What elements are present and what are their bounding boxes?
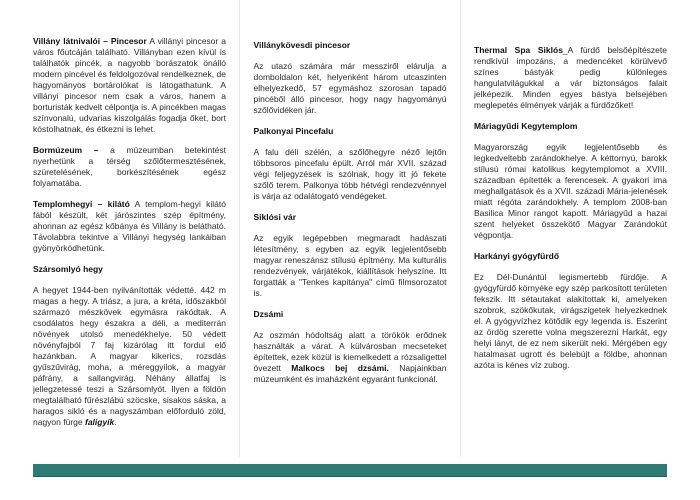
harkanyi-gyogyfurdo-heading: Harkányi gyógyfürdő bbox=[474, 251, 560, 261]
footer-accent-bar bbox=[33, 464, 667, 477]
dzsami-paragraph: Az oszmán hódoltság alatt a törökök erődnek használták a várat. A külvárosban mecseteket építettek, ezek közül is kiemelkedett a rózsaligettel övezett Malkocs bej dzsámi. Napjainkban múzeumként és imaházként egyaránt funkcionál. bbox=[253, 330, 447, 384]
szarsomlyo-hegy-paragraph: A hegyet 1944-ben nyilvánították védetté. 442 m magas a hegy. A triász, a jura, a kréta, időszakból származó mészkövek egymásra rakódtak. A csodálatos hegy északra a déli, a mediterrán növények utolsó menedékhelye. 50 védett növényfajból 7 faj kizárólag itt fordul elő hazánkban. A magyar kikerics, rozsdás gyűszűvirág, moha, a méreggyilok, a magyar páfrány, a sallangvirág. Néhány állatfaj is jellegzetessé teszi a Szársomlyót. Ilyen a földön megtalálható fűrészlábú szöcske, sisakos sáska, a haragos sikló és a nagyszámban előforduló zöld, nagyon fürge faligyík. bbox=[33, 285, 226, 427]
text-column-middle bbox=[254, 36, 447, 438]
dzsami-heading: Dzsámi bbox=[253, 309, 284, 319]
szarsomlyo-hegy-heading: Szársomlyó hegy bbox=[33, 264, 103, 274]
siklosi-var-paragraph: Az egyik legépebben megmaradt hadászati létesítmény, s egyben az egyik legjelentősebb magyar reneszánsz stílusú építmény. Ma kulturális rendezvények, várjátékok, kiállítások helyszíne. Itt forgatták a "Tenkes kapitánya" című filmsorozatot is. bbox=[253, 233, 447, 298]
templomhegyi-kilato-paragraph: Templomhegyi – kilátó A templom-hegyi kilátó fából készült, két járószintes szép építmény, ahonnan az egész kőbánya és Villány is belátható. Távolabbra tekintve a Villányi hegység lankáiban gyönyörködhetünk. bbox=[33, 199, 226, 253]
text-column-right bbox=[474, 36, 667, 438]
villany-pincesor-paragraph: Villány látnivalói – Pincesor A villányi pincesor a város főutcáján található. Villányban ezen kívül is találhatók pincék, a nagyobb borászatok önálló modern pincével és feldolgozóval rendelkeznek, de hagyományos bortárolókat is látogathatunk. A villányi pincesor nem csak a város, hanem a borturisták kedvelt célpontja is. A pincékben magas színvonalú, udvarias kiszolgálás fogadja őket, bort kóstolhatnak, és étkezni is lehet. bbox=[33, 36, 226, 134]
palkonyai-pincefalu-heading: Palkonyai Pincefalu bbox=[253, 126, 334, 136]
villanykovesdi-pincesor-heading: Villánykövesdi pincesor bbox=[253, 40, 351, 50]
three-column-text-layout bbox=[33, 36, 667, 438]
text-column-left bbox=[33, 36, 226, 438]
villanykovesdi-pincesor-paragraph: Az utazó számára már messziről elárulja a domboldalon két, helyenként három utcaszinten elhelyezkedő, 57 egymáshoz szorosan tapadó pincéből álló pincesor, hogy nagy hagyományú szőlővidéken jár. bbox=[253, 61, 447, 115]
bormuzeum-paragraph: Bormúzeum – a múzeumban betekintést nyerhetünk a térség szőlőtermesztésének, szüretelésének, borkészítésének egész folyamatába. bbox=[33, 145, 226, 188]
mariagyudi-kegytemplom-heading: Máriagyűdi Kegytemplom bbox=[474, 121, 578, 131]
siklosi-var-heading: Siklósi vár bbox=[253, 212, 297, 222]
palkonyai-pincefalu-paragraph: A falu déli szélén, a szőlőhegyre néző lejtőn többsoros pincefalu épült. Arról már XVII. század végi feljegyzések is szólnak, hogy itt jó fekete szőlő terem. Palkonya több hétvégi rendezvénnyel is várja az odalátogató vendégeket. bbox=[253, 147, 447, 201]
harkanyi-gyogyfurdo-paragraph: Ez Dél-Dunántúl legismertebb fürdője. A gyógyfürdő környéke egy szép parkosított területen fekszik. Itt sétautakat alakítottak ki, amelyeken szobrok, szökőkutak, virágszigetek helyezkednek el. A gyógyvízhez kötődik egy legenda is. Eszerint az ördög szerette volna megszerezni Harkát, egy helyi lányt, de ez nem sikerült neki. Mérgében egy hatalmasat ugrott és belebújt a földbe, ahonnan azóta is kénes víz zubog. bbox=[474, 272, 667, 370]
thermal-spa-siklos-paragraph: Thermal Spa Siklós_A fürdő belsőépítészete rendkívül impozáns, a medencéket körülvevő színes bástyák pedig különleges hangulatvilágukkal a vár biztonságos falait jelképezik. Minden egyes bástya belsejében meglepetés élmények várják a fürdőzőket! bbox=[474, 45, 667, 110]
mariagyudi-kegytemplom-paragraph: Magyarország egyik legjelentősebb és legkedveltebb zarándokhelye. A kéttornyú, barokk stílusú római katolikus kegytemplomot a XVIII. században építették a ferencesek. A gyakori ima meghallgatások és a XVII. századi Mária-jelenések miatt régóta zarándokhely. A templom 2008-ban Basilica Minor rangot kapott. Máriagyűd a hazai szent helyeket összekötő Magyar Zarándokút végpontja. bbox=[474, 142, 667, 240]
